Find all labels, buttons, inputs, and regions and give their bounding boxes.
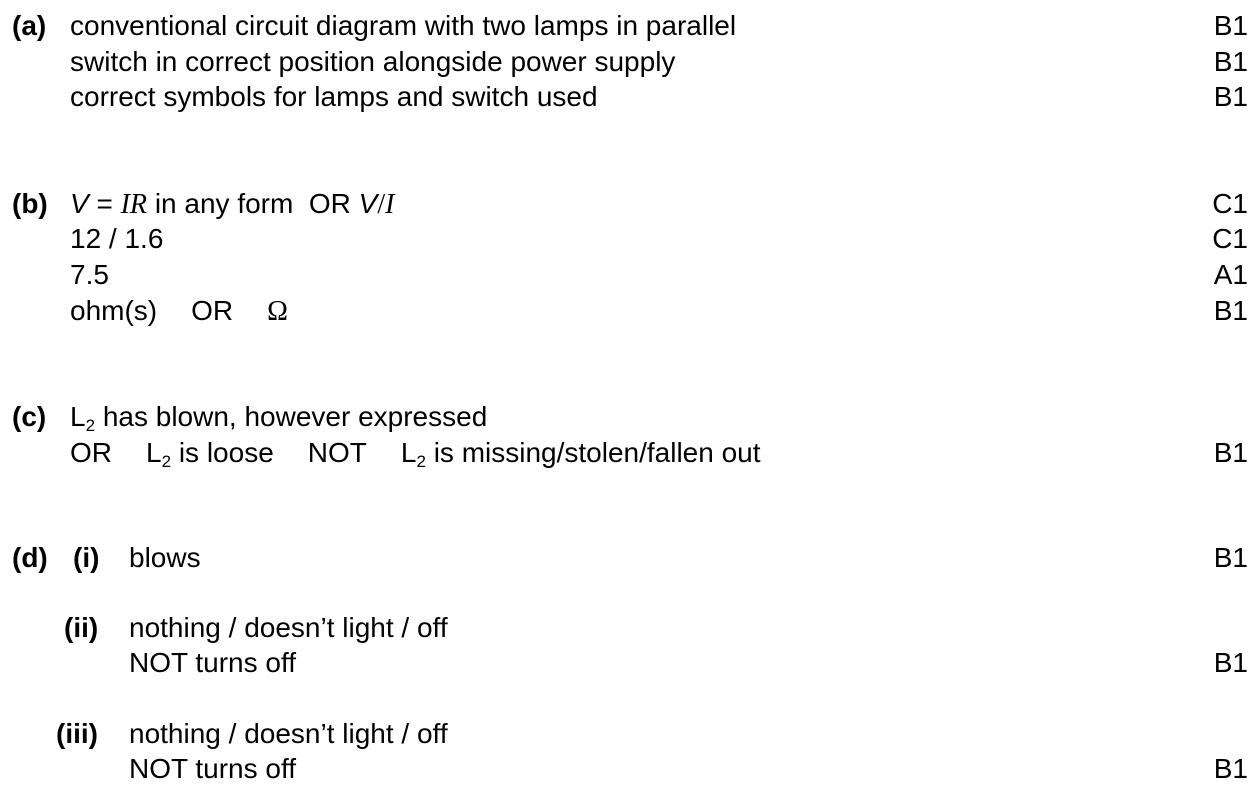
part-b-line-2: 12 / 1.6 — [70, 223, 164, 254]
part-c-mark: B1 — [1213, 437, 1248, 468]
part-b-mark-3: A1 — [1213, 259, 1248, 290]
part-a-label: (a) — [12, 10, 47, 41]
part-b-mark-1: C1 — [1212, 188, 1248, 219]
part-b-line-4 — [70, 297, 288, 326]
is-missing-text: is missing/stolen/fallen out — [425, 437, 761, 468]
part-d-ii-line-2: NOT turns off — [129, 647, 297, 678]
part-a-line-1: conventional circuit diagram with two lamps in parallel — [70, 10, 737, 41]
not-text: NOT — [307, 437, 367, 468]
in-any-form-text: in any form OR — [147, 188, 359, 219]
lamp-subscript: 2 — [416, 452, 426, 471]
part-d-iii-mark: B1 — [1213, 753, 1248, 784]
part-a-line-3: correct symbols for lamps and switch used — [70, 81, 598, 112]
part-a-line-2: switch in correct position alongside power supply — [70, 46, 676, 77]
or-text: OR — [70, 437, 112, 468]
part-d-label: (d) — [12, 542, 48, 573]
slash: / — [377, 189, 386, 220]
symbol-ir: IR — [120, 189, 148, 220]
part-b-line-1 — [70, 190, 394, 219]
symbol-i: I — [385, 189, 395, 220]
part-c-line-1 — [70, 401, 488, 435]
part-a-mark-3: B1 — [1213, 81, 1248, 112]
is-loose-text: is loose — [171, 437, 274, 468]
part-c-line-2 — [70, 437, 761, 471]
lamp-l: L — [400, 437, 417, 468]
part-d-ii-mark: B1 — [1213, 647, 1248, 678]
part-d-ii-line-1: nothing / doesn’t light / off — [129, 612, 448, 643]
symbol-v: V — [70, 188, 89, 219]
equals-sign: = — [88, 188, 121, 219]
lamp-subscript: 2 — [85, 416, 96, 435]
part-d-i-mark: B1 — [1213, 542, 1248, 573]
part-c-label: (c) — [12, 401, 47, 432]
part-d-iii-label: (iii) — [56, 718, 98, 749]
part-d-i-text: blows — [129, 542, 201, 573]
or-text: OR — [191, 295, 234, 326]
lamp-l: L — [70, 401, 86, 432]
part-b-label: (b) — [12, 188, 48, 219]
part-d-ii-label: (ii) — [64, 612, 99, 643]
part-d-iii-line-2: NOT turns off — [129, 753, 297, 784]
omega-symbol: Ω — [267, 296, 288, 327]
ohms-text: ohm(s) — [70, 295, 158, 326]
part-b-mark-2: C1 — [1212, 223, 1248, 254]
symbol-v-2: V — [358, 188, 378, 219]
part-a-mark-1: B1 — [1213, 10, 1248, 41]
has-blown-text: has blown, however expressed — [95, 401, 488, 432]
part-a-mark-2: B1 — [1213, 46, 1248, 77]
part-b-mark-4: B1 — [1213, 295, 1248, 326]
part-b-line-3: 7.5 — [70, 259, 109, 290]
lamp-subscript: 2 — [161, 452, 172, 471]
part-d-i-label: (i) — [73, 542, 100, 573]
part-d-iii-line-1: nothing / doesn’t light / off — [129, 718, 448, 749]
lamp-l: L — [146, 437, 162, 468]
